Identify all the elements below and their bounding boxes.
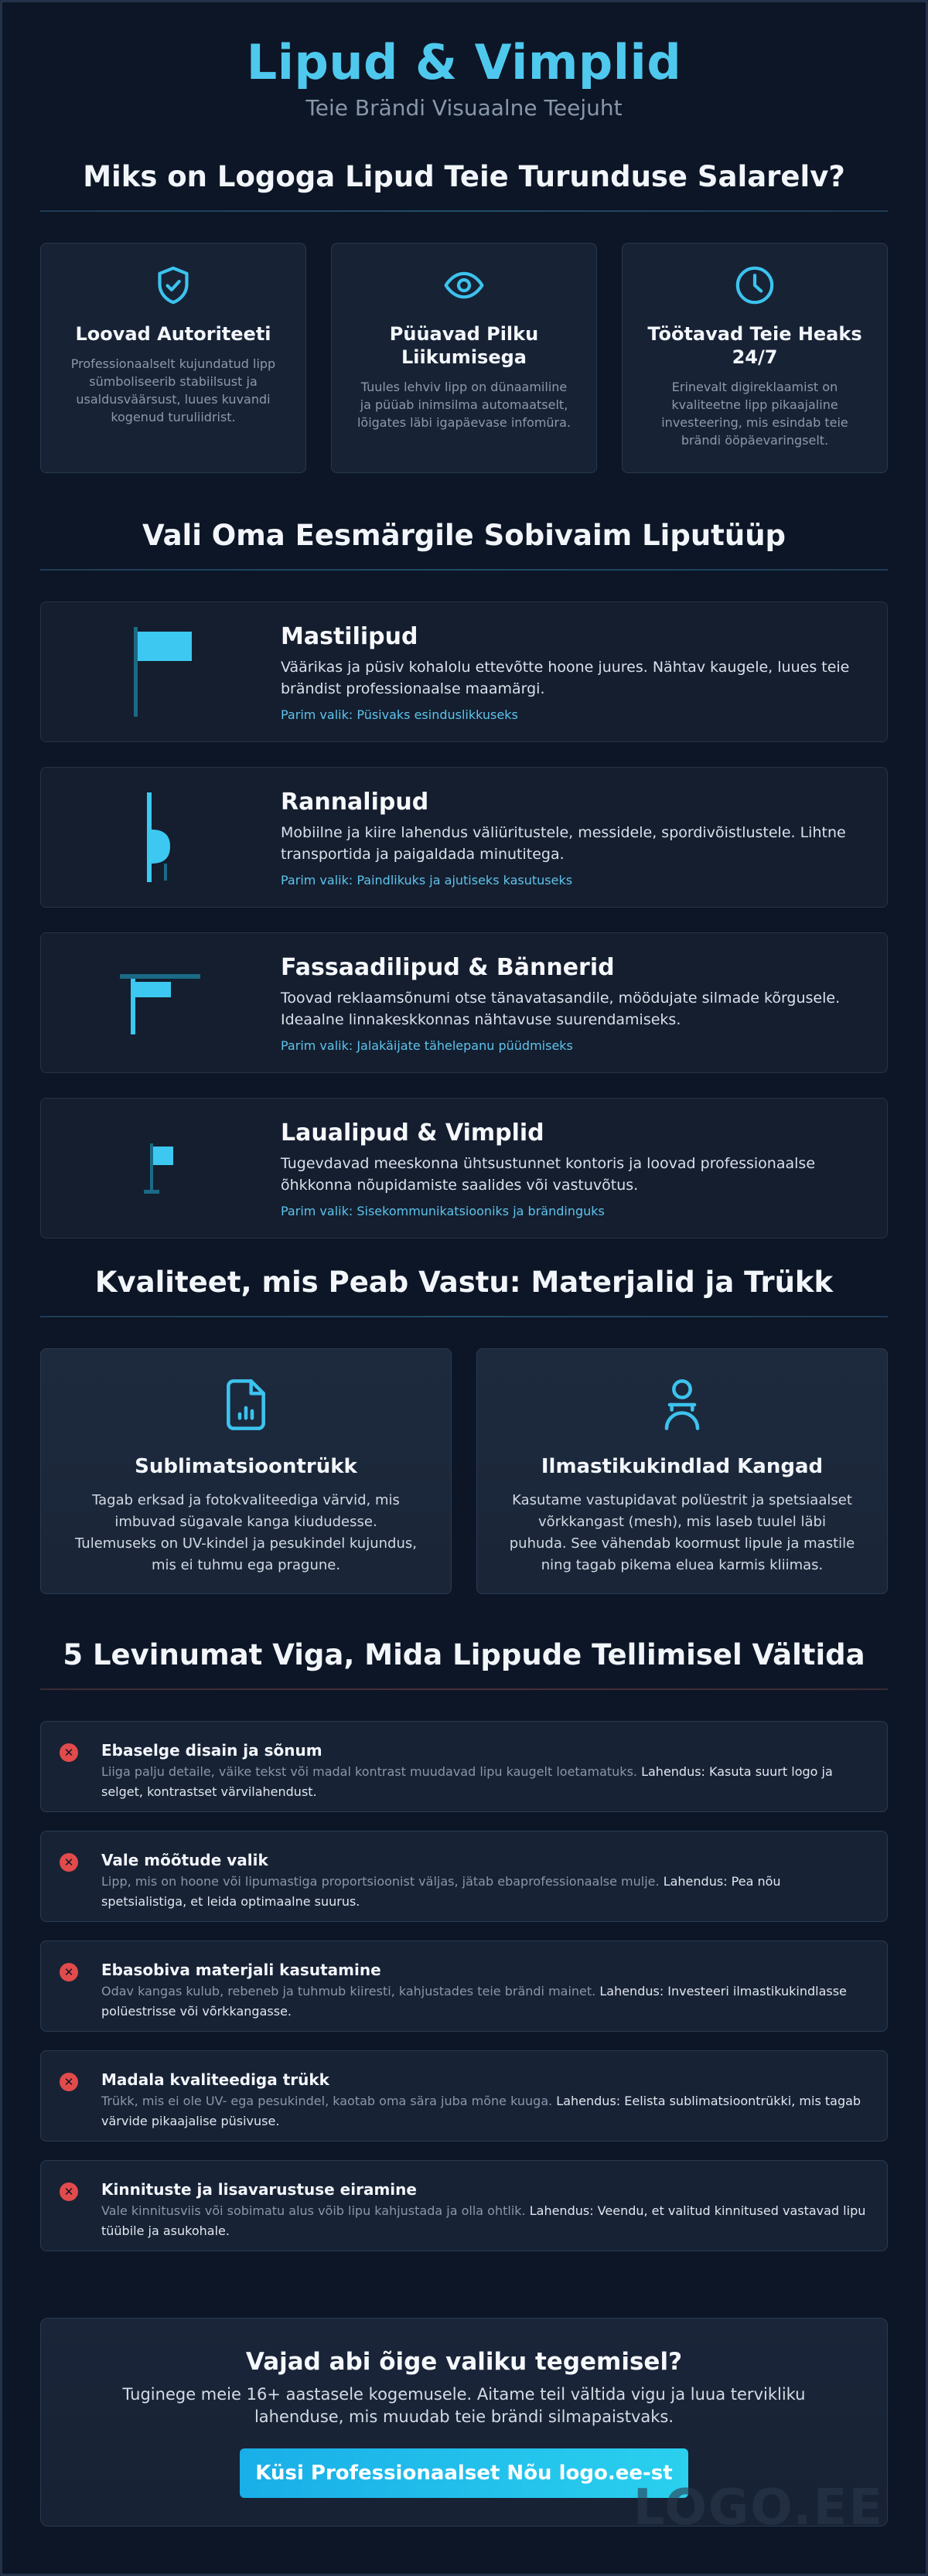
error-x-icon: ✕ bbox=[60, 1963, 78, 1981]
mistake-problem: Trükk, mis ei ole UV- ega pesukindel, kaotab oma sära juba mõne kuuga. bbox=[101, 2094, 553, 2108]
flag-type-description: Toovad reklaamsõnumi otse tänavatasandile, möödujate silmade kõrgusele. Ideaalne linnakeskkonnas nähtavuse suurendamiseks. bbox=[281, 989, 841, 1028]
flag-type-title: Rannalipud bbox=[281, 788, 429, 816]
why-cards bbox=[40, 243, 888, 473]
flag-type-table bbox=[40, 1098, 888, 1239]
flag-type-mast bbox=[40, 601, 888, 742]
quality-divider bbox=[40, 1316, 888, 1317]
flag-type-best-use: Parim valik: Jalakäijate tähelepanu püüdmiseks bbox=[281, 1038, 573, 1053]
list-item bbox=[40, 2160, 888, 2251]
hero-header bbox=[40, 0, 888, 122]
error-x-icon: ✕ bbox=[60, 1853, 78, 1872]
list-item bbox=[40, 1941, 888, 2032]
flag-type-title: Mastilipud bbox=[281, 622, 418, 650]
flag-type-title: Laualipud & Vimplid bbox=[281, 1119, 544, 1147]
mistake-problem: Odav kangas kulub, rebeneb ja tuhmub kiiresti, kahjustades teie brändi mainet. bbox=[101, 1984, 596, 1998]
mistake-list bbox=[40, 1721, 888, 2251]
page-subtitle: Teie Brändi Visuaalne Teejuht bbox=[305, 95, 623, 121]
table-flag-icon bbox=[138, 1137, 184, 1199]
flag-type-facade bbox=[40, 932, 888, 1073]
why-card-title: Töötavad Teie Heaks 24/7 bbox=[647, 323, 862, 368]
mistakes-divider bbox=[40, 1688, 888, 1690]
cta-title: Vajad abi õige valiku tegemisel? bbox=[245, 2348, 683, 2376]
mistake-problem: Vale kinnitusviis või sobimatu alus võib lipu kahjustada ja olla ohtlik. bbox=[101, 2203, 526, 2218]
mistake-problem: Liiga palju detaile, väike tekst või madal kontrast muudavad lipu kaugelt loetamatuks. bbox=[101, 1764, 637, 1779]
why-title: Miks on Logoga Lipud Teie Turunduse Salarelv? bbox=[83, 160, 845, 193]
types-divider bbox=[40, 569, 888, 571]
error-x-icon: ✕ bbox=[60, 2073, 78, 2091]
mistake-title: Vale mõõtude valik bbox=[101, 1851, 268, 1869]
types-title: Vali Oma Eesmärgile Sobivaim Liputüüp bbox=[142, 519, 786, 552]
logo-watermark: LOGO.EE bbox=[633, 2479, 884, 2527]
mistake-solution: Lahendus: Pea nõu spetsialistiga, et leida optimaalne suurus. bbox=[101, 1874, 781, 1909]
error-x-icon: ✕ bbox=[60, 1743, 78, 1762]
flag-type-best-use: Parim valik: Sisekommunikatsiooniks ja brändinguks bbox=[281, 1203, 605, 1218]
flag-type-description: Tugevdavad meeskonna ühtsustunnet kontoris ja loovad professionaalse õhkkonna nõupidamiste saalides või vastuvõtus. bbox=[281, 1154, 816, 1194]
print-file-icon bbox=[221, 1377, 271, 1433]
mistake-title: Ebaselge disain ja sõnum bbox=[101, 1741, 322, 1760]
flag-type-description: Väärikas ja püsiv kohalolu ettevõtte hoone juures. Nähtav kaugele, luues teie brändist professionaalse maamärgi. bbox=[281, 658, 850, 697]
mistake-solution: Lahendus: Investeeri ilmastikukindlasse polüestrisse või võrkkangasse. bbox=[101, 1984, 847, 2019]
cta-text: Tuginege meie 16+ aastasele kogemusele. Aitame teil vältida vigu ja luua tervikliku lahenduse, mis muudab teie brändi silmapaistvaks. bbox=[122, 2385, 806, 2426]
page-title: Lipud & Vimplid bbox=[246, 34, 682, 90]
mistake-solution: Lahendus: Eelista sublimatsioontrükki, mis tagab värvide pikaajalise püsivuse. bbox=[101, 2094, 861, 2128]
mistake-solution: Lahendus: Kasuta suurt logo ja selget, kontrastset värvilahendust. bbox=[101, 1764, 833, 1799]
list-item bbox=[40, 2050, 888, 2142]
mistake-problem: Lipp, mis on hoone või lipumastiga proportsioonist väljas, jätab ebaprofessionaalse mulje. bbox=[101, 1874, 660, 1889]
error-x-icon: ✕ bbox=[60, 2182, 78, 2201]
list-item bbox=[40, 1831, 888, 1922]
list-item bbox=[40, 1721, 888, 1812]
mistake-title: Kinnituste ja lisavarustuse eiramine bbox=[101, 2180, 417, 2199]
cta-panel bbox=[40, 2318, 888, 2527]
mistake-title: Ebasobiva materjali kasutamine bbox=[101, 1961, 381, 1979]
mistakes-title: 5 Levinumat Viga, Mida Lippude Tellimisel Vältida bbox=[63, 1638, 865, 1671]
types-section bbox=[40, 516, 888, 1239]
flag-type-best-use: Parim valik: Püsivaks esinduslikkuseks bbox=[281, 707, 518, 722]
material-card-text: Kasutame vastupidavat polüestrit ja spetsiaalset võrkkangast (mesh), mis laseb tuulel läbi puhuda. See vähendab koormust lipule ja mastile ning tagab pikema eluea karmis kliimas. bbox=[509, 1492, 855, 1573]
mistake-solution: Lahendus: Veendu, et valitud kinnitused vastavad lipu tüübile ja asukohale. bbox=[101, 2203, 866, 2238]
flag-type-title: Fassaadilipud & Bännerid bbox=[281, 953, 615, 981]
eye-icon bbox=[442, 264, 486, 307]
why-divider bbox=[40, 210, 888, 212]
material-cards bbox=[40, 1348, 888, 1594]
why-card-text: Tuules lehviv lipp on dünaamiline ja püüab inimsilma automaatselt, lõigates läbi igapäevase infomüra. bbox=[357, 380, 571, 430]
why-card-always bbox=[622, 243, 888, 473]
why-card-text: Erinevalt digireklaamist on kvaliteetne lipp pikaajaline investeering, mis esindab teie brändi ööpäevaringselt. bbox=[661, 380, 848, 448]
material-card-title: Sublimatsioontrükk bbox=[135, 1455, 357, 1478]
flag-type-best-use: Parim valik: Paindlikuks ja ajutiseks kasutuseks bbox=[281, 872, 573, 888]
mistake-title: Madala kvaliteediga trükk bbox=[101, 2070, 329, 2089]
material-card-text: Tagab erksad ja fotokvaliteediga värvid, mis imbuvad sügavale kanga kiududesse. Tulemuseks on UV-kindel ja pesukindel kujundus, mis ei tuhmu ega pragune. bbox=[75, 1492, 417, 1573]
mast-flag-icon bbox=[126, 625, 196, 718]
clock-icon bbox=[733, 264, 776, 307]
why-card-authority bbox=[40, 243, 306, 473]
flag-type-beach bbox=[40, 767, 888, 908]
why-card-title: Loovad Autoriteeti bbox=[75, 323, 271, 345]
contact-button[interactable]: Küsi Professionaalset Nõu logo.ee-st bbox=[240, 2448, 688, 2498]
quality-section bbox=[40, 1263, 888, 1594]
quality-title: Kvaliteet, mis Peab Vastu: Materjalid ja Trükk bbox=[94, 1266, 834, 1299]
facade-flag-icon bbox=[118, 968, 203, 1038]
shield-check-icon bbox=[152, 264, 195, 307]
material-card-title: Ilmastikukindlad Kangad bbox=[541, 1455, 824, 1478]
flag-type-description: Mobiilne ja kiire lahendus väliüritustele, messidele, spordivõistlustele. Lihtne transportida ja paigaldada minutitega. bbox=[281, 823, 846, 863]
why-card-text: Professionaalselt kujundatud lipp sümboliseerib stabiilsust ja usaldusväärsust, luues kuvandi kogenud turuliidrist. bbox=[70, 356, 276, 424]
mistakes-section bbox=[40, 1636, 888, 2251]
beach-flag-icon bbox=[138, 791, 184, 884]
material-card-fabrics bbox=[476, 1348, 888, 1594]
material-card-sublimation bbox=[40, 1348, 452, 1594]
why-card-title: Püüavad Pilku Liikumisega bbox=[389, 323, 539, 368]
why-card-motion bbox=[331, 243, 597, 473]
why-section bbox=[40, 158, 888, 473]
weather-fabric-icon bbox=[657, 1377, 707, 1433]
flag-type-list bbox=[40, 601, 888, 1239]
